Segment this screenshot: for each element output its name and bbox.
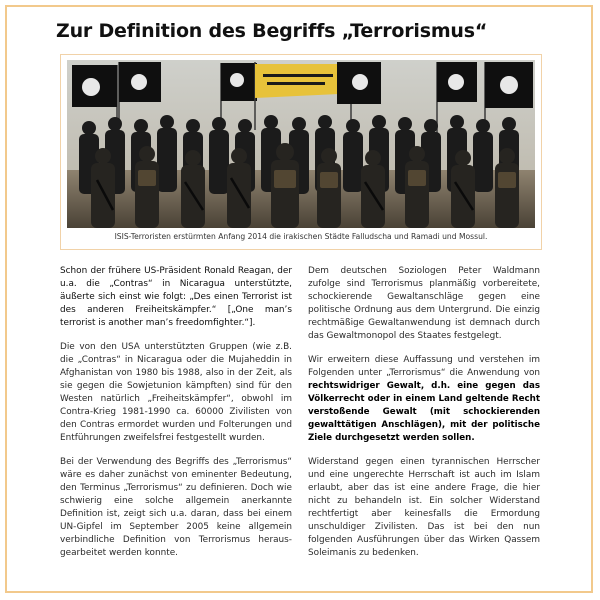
paragraph-resistance: Widerstand gegen einen tyrannischen Herrscher und eine ungerechte Herrschaft ist auch im Islam erlaubt, aber das ist eine andere Frage, die hier nicht zu behandeln ist. Ein solcher Widerstand rechtfertigt aber keinesfalls die Ermordung unschuldiger Zivilisten. Das ist bei den nun folgenden Ausführungen über das Wirken Qassem Soleimanis zu bedenken. — [308, 457, 540, 558]
paragraph-contras: Die von den USA unterstützten Gruppen (wie z.B. die „Contras“ in Nicaragua oder die Mujaheddin in Afghanistan von 1980 bis 1988, also in der Zeit, als sie gegen die Sowjetunion kämpften) sind für den Westen natürlich „Freiheitskämpfer“, obwohl im Contra-Krieg 1981-1990 ca. 60000 Zivilisten von den Contras ermordet wurden und Folterungen und Entführungen zweifelsfrei festgestellt wurden. — [60, 342, 292, 443]
isis-fighters-photo — [67, 60, 535, 228]
paragraph-own-definition — [308, 354, 540, 445]
own-definition-emphasis: rechtswidriger Gewalt, d.h. eine gegen das Völkerrecht oder in einem Land geltende Recht verstoßende Gewalt (mit schockierenden gewalttätigen Anschlägen), mit der politische Ziele durchgesetzt werden sollen. — [308, 381, 540, 443]
right-column — [308, 265, 540, 571]
left-column — [60, 265, 292, 571]
page-title: Zur Definition des Begriffs „Terrorismus“ — [56, 20, 488, 42]
paragraph-waldmann: Dem deutschen Soziologen Peter Waldmann zufolge sind Terrorismus planmäßig vorbereitete, schockierende Gewaltanschläge gegen eine politische Ordnung aus dem Untergrund. Die einzig rechtmäßige Gewaltanwendung ist demnach durch das Gewaltmonopol des Staates festgelegt. — [308, 266, 540, 341]
photo-figure — [60, 54, 542, 250]
own-definition-intro: Wir erweitern diese Auffassung und verstehen im Folgenden unter „Terrorismus“ die Anwendung von — [308, 355, 540, 378]
photo-caption: ISIS-Terroristen erstürmten Anfang 2014 die irakischen Städte Falludscha und Ramadi und Mossul. — [114, 232, 488, 241]
paragraph-reagan-quote: Schon der frühere US-Präsident Ronald Reagan, der u.a. die „Contras“ in Nicaragua unterstützte, äußerte sich einst wie folgt: „Des einen Terrorist ist des anderen Freiheitskämpfer.“ [„One man’s terrorist is another man’s freedomfighter.“]. — [60, 266, 292, 328]
paragraph-definition-problem: Bei der Verwendung des Begriffs des „Terrorismus“ wäre es daher zunächst von eminenter Bedeutung, den Terminus „Terrorismus“ zu definieren. Doch wie schwierig eine solche allgemein anerkannte Definition ist, zeigt sich u.a. daran, dass bei einem UN-Gipfel im September 2005 keine allgemein verbindliche Definition von Terrorismus heraus-gearbeitet werden konnte. — [60, 457, 292, 558]
